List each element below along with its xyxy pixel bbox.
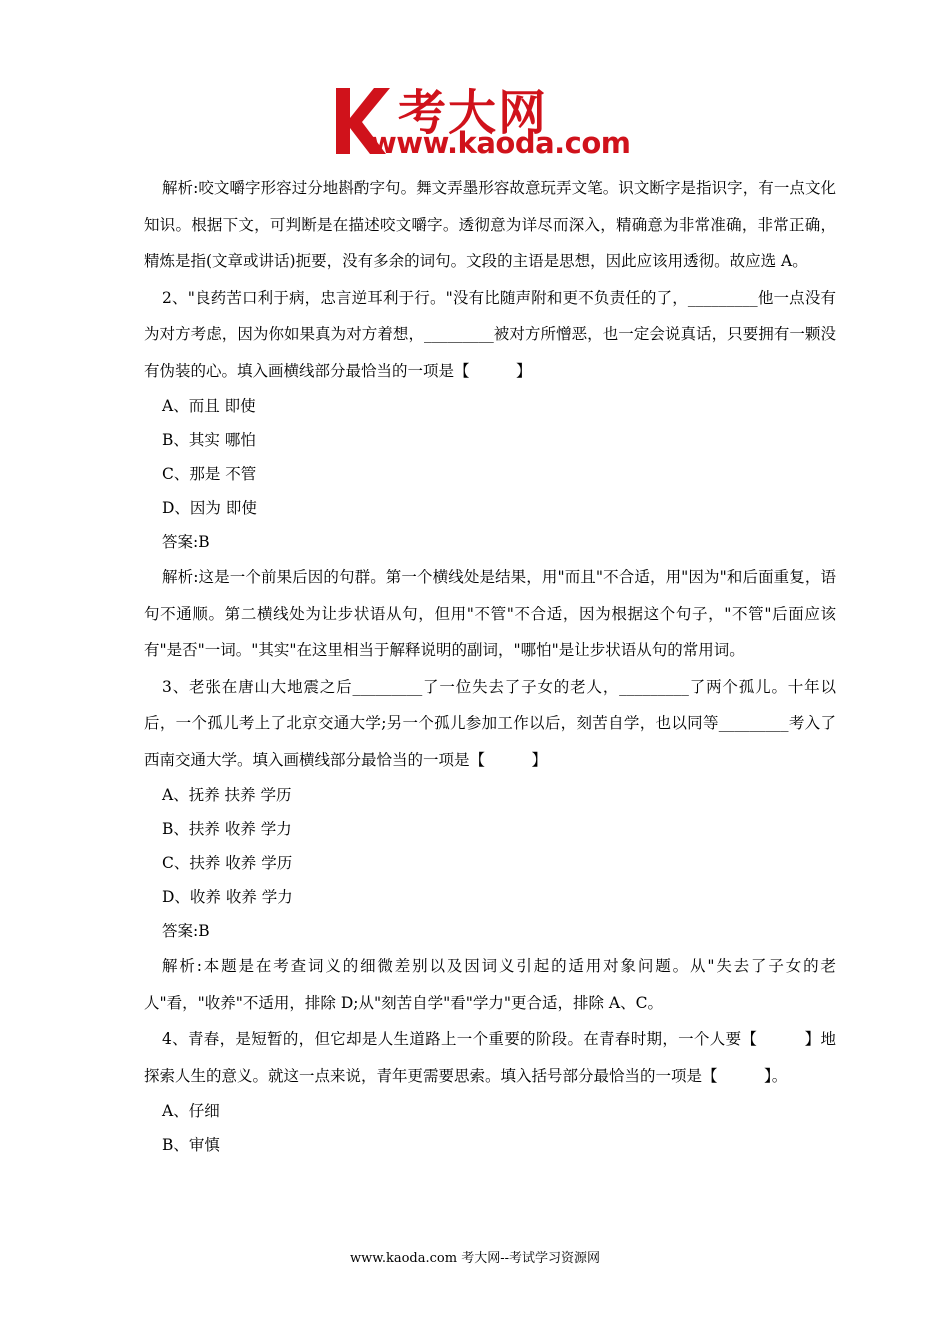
option-line: 答案:B [162,922,210,940]
option-line: B、扶养 收养 学力 [162,820,292,838]
logo-chinese-name: 考大网 [398,85,549,141]
option-line: D、收养 收养 学力 [162,888,293,906]
paragraph: 解析:这是一个前果后因的句群。第一个横线处是结果，用"而且"不合适，用"因为"和后面重复，语句不通顺。第二横线处为让步状语从句，但用"不管"不合适，因为根据这个句子，"不管"后面应该有"是否"一词。"其实"在这里相当于解释说明的副词，"哪怕"是让步状语从句的常用词。 [144,568,836,659]
option-line: D、因为 即使 [162,499,257,517]
option-line: C、那是 不管 [162,465,257,483]
option-line: C、扶养 收养 学历 [162,854,293,872]
paragraph: 4、青春，是短暂的，但它却是人生道路上一个重要的阶段。在青春时期，一个人要【 】地探索人生的意义。就这一点来说，青年更需要思索。填入括号部分最恰当的一项是【 】。 [144,1030,836,1085]
logo-url: www.kaoda.com [370,126,631,160]
paragraph: 解析:咬文嚼字形容过分地斟酌字句。舞文弄墨形容故意玩弄文笔。识文断字是指识字，有一点文化知识。根据下文，可判断是在描述咬文嚼字。透彻意为详尽而深入，精确意为非常准确，非常正确，精炼是指(文章或讲话)扼要，没有多余的词句。文段的主语是思想，因此应该用透彻。故应选 A。 [144,179,836,270]
paragraph: 解析:本题是在考查词义的细微差别以及因词义引起的适用对象问题。从"失去了子女的老人"看，"收养"不适用，排除 D;从"刻苦自学"看"学力"更合适，排除 A、C。 [144,957,836,1012]
page-footer: www.kaoda.com 考大网--考试学习资源网 [350,1251,600,1266]
option-line: 答案:B [162,533,210,551]
option-line: B、其实 哪怕 [162,431,256,449]
option-line: A、抚养 扶养 学历 [162,786,292,804]
document-body [144,170,836,1162]
kaoda-logo [330,80,650,162]
paragraph: 3、老张在唐山大地震之后_________了一位失去了子女的老人，_________了两个孤儿。十年以后，一个孤儿考上了北京交通大学;另一个孤儿参加工作以后，刻苦自学，也以同等_________考入了西南交通大学。填入画横线部分最恰当的一项是【 】 [144,677,836,769]
option-line: A、仔细 [162,1102,220,1120]
option-line: A、而且 即使 [162,397,256,415]
option-line: B、审慎 [162,1136,220,1154]
paragraph: 2、"良药苦口利于病，忠言逆耳利于行。"没有比随声附和更不负责任的了，_________他一点没有为对方考虑，因为你如果真为对方着想，_________被对方所憎恶，也一定会说真话，只要拥有一颗没有伪装的心。填入画横线部分最恰当的一项是【 】 [144,288,836,380]
